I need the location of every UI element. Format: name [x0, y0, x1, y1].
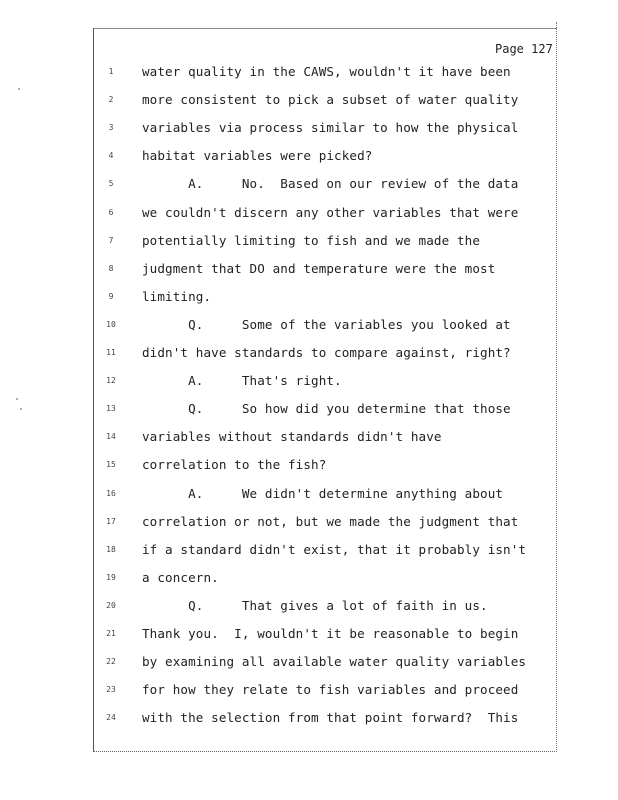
line-number: 13 — [106, 404, 116, 414]
line-number: 23 — [106, 685, 116, 695]
transcript-line: variables without standards didn't have — [142, 429, 442, 445]
transcript-line: a concern. — [142, 569, 219, 585]
transcript-line: for how they relate to fish variables and proceed — [142, 682, 519, 698]
transcript-line: didn't have standards to compare against, right? — [142, 345, 511, 360]
transcript-line: potentially limiting to fish and we made the — [142, 232, 481, 248]
line-number: 20 — [106, 600, 116, 610]
transcript-line: if a standard didn't exist, that it probably isn't — [142, 541, 527, 557]
line-number: 22 — [106, 657, 116, 667]
line-number: 21 — [106, 629, 116, 638]
line-number: 24 — [106, 713, 116, 723]
transcript-line: with the selection from that point forward? This — [142, 710, 519, 726]
line-number: 14 — [106, 432, 116, 442]
line-number: 2 — [108, 95, 114, 105]
transcript-line: correlation or not, but we made the judgment that — [142, 513, 519, 529]
transcript-line: more consistent to pick a subset of water quality — [142, 92, 519, 108]
transcript-line: Q. Some of the variables you looked at — [142, 316, 511, 332]
transcript-line: we couldn't discern any other variables that were — [142, 204, 519, 220]
transcript-line: judgment that DO and temperature were the most — [142, 260, 496, 276]
transcript-line: water quality in the CAWS, wouldn't it have been — [142, 64, 511, 79]
line-number: 15 — [106, 460, 116, 470]
transcript-line: A. We didn't determine anything about — [142, 485, 504, 501]
line-number: 17 — [106, 516, 116, 526]
line-number: 19 — [106, 572, 116, 582]
line-number: 16 — [106, 488, 116, 498]
line-number: 11 — [106, 348, 116, 357]
line-number: 6 — [108, 207, 114, 217]
transcript-line: Q. That gives a lot of faith in us. — [142, 597, 488, 613]
scan-speck — [16, 398, 18, 400]
line-number: 1 — [108, 67, 114, 76]
line-number: 5 — [108, 179, 114, 189]
line-number: 4 — [108, 151, 114, 161]
transcript-line: variables via process similar to how the physical — [142, 120, 519, 136]
line-number: 7 — [108, 235, 114, 245]
scan-speck — [20, 408, 22, 410]
line-number: 8 — [108, 263, 114, 273]
transcript-line: by examining all available water quality variables — [142, 654, 527, 670]
page-number: Page 127 — [495, 42, 553, 56]
transcript-line: Q. So how did you determine that those — [142, 401, 511, 417]
transcript-page-frame — [93, 28, 557, 752]
line-number: 3 — [108, 123, 114, 133]
transcript-line: habitat variables were picked? — [142, 148, 373, 164]
line-number: 18 — [106, 544, 116, 554]
transcript-line: correlation to the fish? — [142, 457, 327, 473]
scan-speck — [18, 88, 20, 90]
page-right-edge — [556, 22, 562, 752]
line-number: 9 — [108, 291, 114, 301]
line-number: 12 — [106, 376, 116, 386]
transcript-line: A. That's right. — [142, 373, 342, 389]
transcript-line: A. No. Based on our review of the data — [142, 176, 519, 192]
transcript-line: limiting. — [142, 288, 212, 304]
line-number: 10 — [106, 319, 116, 329]
transcript-line: Thank you. I, wouldn't it be reasonable to begin — [142, 626, 519, 641]
